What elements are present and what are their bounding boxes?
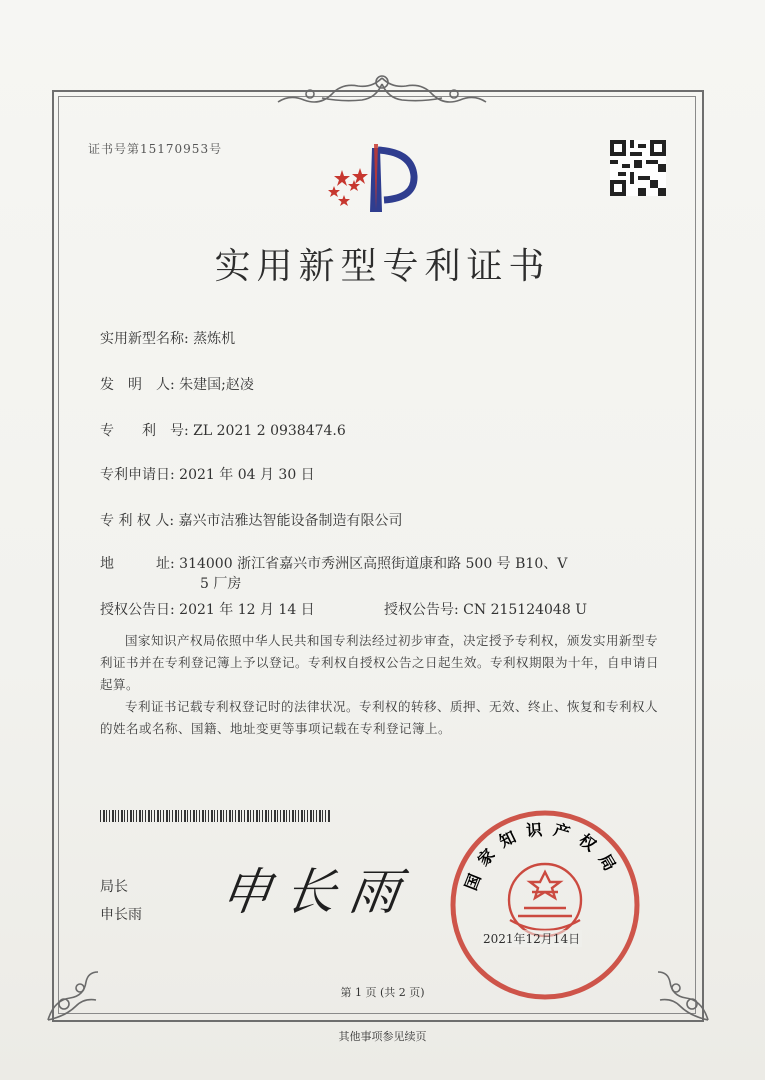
certificate-title: 实用新型专利证书 xyxy=(214,246,551,287)
utility-model-name-label: 实用新型名称: xyxy=(100,331,189,347)
body-paragraph-2: 专利证书记载专利权登记时的法律状况。专利权的转移、质押、无效、终止、恢复和专利权人的姓名或名称、国籍、地址变更等事项记载在专利登记簿上。 xyxy=(100,699,659,736)
patent-holder-label: 专 利 权 人: xyxy=(100,513,175,529)
grant-number-value: CN 215124048 U xyxy=(463,602,587,618)
body-paragraph-1: 国家知识产权局依照中华人民共和国专利法经过初步审查，决定授予专利权，颁发实用新型专利证书并在专利登记簿上予以登记。专利权自授权公告之日起生效。专利权期限为十年，自申请日起算。 xyxy=(100,633,660,692)
address-line-2: 5 厂房 xyxy=(200,576,242,592)
utility-model-name-row xyxy=(100,328,235,348)
patent-office-logo-icon xyxy=(320,140,430,220)
seal-ring-text: 国家知识产权局 xyxy=(461,819,625,893)
official-seal-icon xyxy=(448,808,642,1002)
inventor-value: 朱建国;赵凌 xyxy=(179,377,254,393)
page-indicator: 第 1 页 (共 2 页) xyxy=(340,986,425,999)
patent-holder-row xyxy=(100,510,403,530)
filing-date-label: 专利申请日: xyxy=(100,467,175,483)
patent-number-value: ZL 2021 2 0938474.6 xyxy=(193,423,346,439)
grant-number-row xyxy=(384,599,587,619)
barcode-icon xyxy=(100,810,330,822)
certificate-number: 证书号第15170953号 xyxy=(88,142,223,156)
patent-number-label: 专 利 号: xyxy=(100,423,189,439)
inventor-row xyxy=(100,374,254,394)
address-line-1: 314000 浙江省嘉兴市秀洲区高照街道康和路 500 号 B10、V xyxy=(179,556,568,572)
continuation-note: 其他事项参见续页 xyxy=(338,1030,427,1043)
patent-number-row xyxy=(100,420,346,440)
grant-number-label: 授权公告号: xyxy=(384,602,459,618)
top-ornament-icon xyxy=(270,72,495,110)
address-row xyxy=(100,553,567,573)
seal-date: 2021年12月14日 xyxy=(483,932,581,946)
address-label: 地 址: xyxy=(100,556,175,572)
grant-date-row xyxy=(100,599,315,619)
grant-date-label: 授权公告日: xyxy=(100,602,175,618)
director-name: 申长雨 xyxy=(100,907,142,923)
patent-holder-value: 嘉兴市洁雅达智能设备制造有限公司 xyxy=(178,513,403,529)
filing-date-row xyxy=(100,464,315,484)
qr-code-icon xyxy=(610,140,666,196)
grant-date-value: 2021 年 12 月 14 日 xyxy=(179,602,315,618)
handwritten-signature: 申长雨 xyxy=(217,863,418,921)
director-title: 局长 xyxy=(100,879,128,895)
inventor-label: 发 明 人: xyxy=(100,377,175,393)
utility-model-name-value: 蒸炼机 xyxy=(193,331,236,347)
filing-date-value: 2021 年 04 月 30 日 xyxy=(179,467,315,483)
